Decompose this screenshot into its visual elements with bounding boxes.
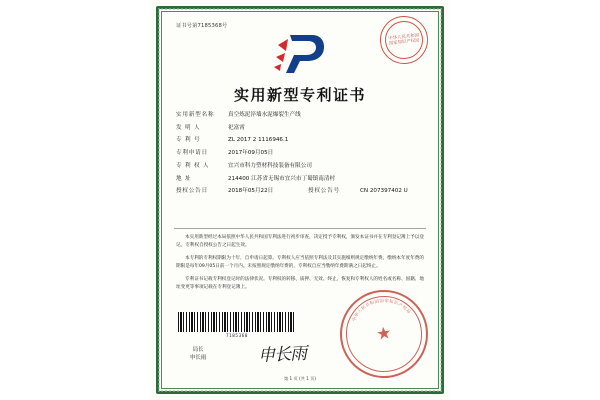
- field-label: 授权公告日: [176, 188, 208, 195]
- page-footer: 第 1 页 (共 1 页): [283, 376, 316, 381]
- barcode: [178, 312, 296, 332]
- certificate-fields: [176, 112, 426, 201]
- national-red-seal: [334, 284, 433, 383]
- field-row: [176, 137, 426, 145]
- national-red-seal-text: 中 华 人 民 共 和 国 国 家 知 识 产 权 局: [350, 297, 412, 322]
- star-icon: ★: [374, 322, 393, 345]
- field-label: 授权公告号: [308, 188, 340, 195]
- field-value: 2017年09月05日: [228, 150, 274, 157]
- field-row: [176, 176, 426, 184]
- certificate-title: 实用新型专利证书: [233, 86, 366, 104]
- field-label: 专利申请日: [176, 150, 208, 157]
- body-paragraph: 专利证书记载专利权登记时的法律状况。专利权的转移、质押、无效、终止、恢复和专利权人的姓名或名称、国籍、地址变更等事项记载在专利登记簿上。: [176, 276, 424, 291]
- sipo-logo: [150, 30, 450, 78]
- field-label: 发 明 人: [176, 124, 201, 131]
- grant-publication-number: [308, 188, 408, 196]
- field-label: 专 利 号: [176, 137, 201, 144]
- field-row: [176, 112, 426, 120]
- field-value: 真空炼泥淬墙水泥爆裂生产线: [228, 112, 301, 118]
- field-value: 2018年05月22日: [228, 188, 274, 195]
- field-label: 专 利 权 人: [176, 162, 210, 169]
- field-row: [176, 125, 426, 133]
- divider: [174, 228, 426, 229]
- field-label: 地 址: [176, 175, 192, 182]
- field-value: CN 207397402 U: [360, 188, 408, 195]
- director-name: 申长雨: [190, 355, 207, 362]
- field-row: [176, 150, 426, 158]
- field-value: 祀富霄: [228, 124, 245, 131]
- director-signature-block: [190, 346, 206, 362]
- body-paragraph: 本专利的专利权期限为十年，自申请日起算。专利权人应当依照专利法及其实施细则规定缴纳年费。缴纳本年度年费的期限是每年09月05日前一个月内。未按照规定缴纳年费的，专利权自应当缴纳年费期满之日起终止。: [176, 255, 424, 270]
- field-value: 宜兴市科力塑材科技装备有限公司: [228, 162, 312, 169]
- body-paragraph: 本实用新型经过本局依照中华人民共和国专利法进行初步审查，决定授予专利权，颁发本证书并在专利登记簿上予以登记。专利权自授权公告之日起生效。: [176, 235, 424, 249]
- grant-row: [176, 188, 426, 196]
- field-label: 实用新型名称: [176, 112, 215, 118]
- field-value: ZL 2017 2 1116946.1: [228, 137, 289, 144]
- certificate-serial-number: 证书号第7185368号: [176, 23, 228, 29]
- grant-date: [176, 188, 308, 196]
- field-value: 214400 江苏省无锡市宜兴市丁蜀镇南清村: [228, 175, 336, 182]
- barcode-number: 7185368: [225, 333, 248, 338]
- field-row: [176, 163, 426, 171]
- certificate-body: [176, 234, 424, 297]
- handwritten-signature: 申长雨: [257, 343, 307, 367]
- director-title: 局长: [192, 347, 204, 353]
- top-red-seal-text: 中华人民共和国国家知识产权局: [383, 19, 425, 61]
- patent-certificate: [150, 0, 450, 400]
